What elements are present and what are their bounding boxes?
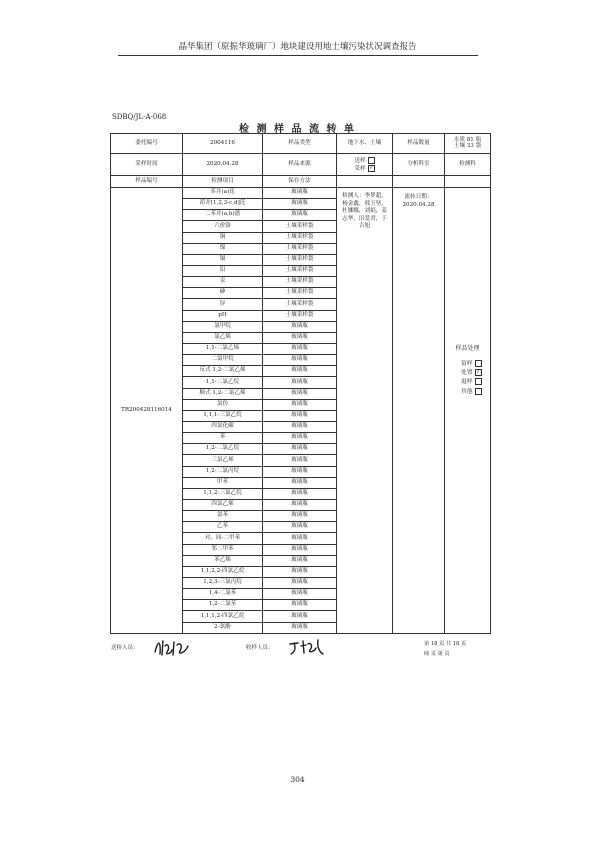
test-item: 反式 1,2-二氯乙烯 xyxy=(183,366,263,377)
sample-source-options xyxy=(337,154,393,176)
storage-method: 玻璃瓶 xyxy=(263,433,337,444)
storage-method: 玻璃瓶 xyxy=(263,600,337,611)
storage-method: 土壤采样袋 xyxy=(263,310,337,321)
storage-method: 玻璃瓶 xyxy=(263,466,337,477)
test-item: 二氯甲烷 xyxy=(183,355,263,366)
test-item: 四氯化碳 xyxy=(183,421,263,432)
storage-method: 玻璃瓶 xyxy=(263,366,337,377)
test-item: 1,2-二氯苯 xyxy=(183,600,263,611)
storage-label: 保存方法 xyxy=(263,176,337,188)
table-row xyxy=(111,134,491,154)
checkbox-empty-icon xyxy=(475,388,482,395)
test-item: 氯苯 xyxy=(183,511,263,522)
storage-method: 玻璃瓶 xyxy=(263,199,337,210)
test-item: 苯并(a)芘 xyxy=(183,188,263,199)
storage-method: 玻璃瓶 xyxy=(263,511,337,522)
processing-option: 退样 xyxy=(461,378,490,385)
item-label: 检测项目 xyxy=(183,176,263,188)
storage-method: 玻璃瓶 xyxy=(263,611,337,622)
storage-method: 玻璃瓶 xyxy=(263,210,337,221)
storage-method: 玻璃瓶 xyxy=(263,589,337,600)
checkbox-empty-icon xyxy=(475,360,482,367)
analysis-room-label: 分析科室 xyxy=(393,154,445,176)
sample-type-label: 样品类型 xyxy=(263,134,337,154)
sample-source-label: 样品来源 xyxy=(263,154,337,176)
header-rule xyxy=(118,55,478,56)
page-continue: 续 页 第 页 xyxy=(424,650,450,657)
checkbox-empty-icon xyxy=(475,378,482,385)
report-header-title: 晶华集团（原振华玻璃厂）地块建设用地土壤污染状况调查报告 xyxy=(178,42,417,52)
test-item: 1,4-二氯苯 xyxy=(183,589,263,600)
storage-method: 玻璃瓶 xyxy=(263,499,337,510)
test-item: 六价铬 xyxy=(183,221,263,232)
storage-method: 玻璃瓶 xyxy=(263,421,337,432)
page-total: 第 18 页 共 18 页 xyxy=(424,641,467,647)
storage-method: 玻璃瓶 xyxy=(263,577,337,588)
test-item: 1,1-二氯乙烷 xyxy=(183,377,263,388)
form-title: 检 测 样 品 流 转 单 xyxy=(239,124,356,135)
test-item: 铅 xyxy=(183,266,263,277)
processing-option: 其他 xyxy=(461,388,490,395)
checkbox-checked-icon: ✓ xyxy=(476,369,481,376)
test-item: 1,1,1-三氯乙烷 xyxy=(183,410,263,421)
sample-count-water: 水质 81 瓶 xyxy=(453,136,482,143)
sample-count-soil: 土壤 33 袋 xyxy=(453,142,482,149)
storage-method: 土壤采样袋 xyxy=(263,243,337,254)
storage-method: 玻璃瓶 xyxy=(263,399,337,410)
sample-no-value: TR200428116014 xyxy=(111,188,183,634)
test-item: 锌 xyxy=(183,299,263,310)
sample-count-label: 样品数量 xyxy=(393,134,445,154)
test-item: 四氯乙烯 xyxy=(183,499,263,510)
test-item: 乙苯 xyxy=(183,522,263,533)
test-item: 1,1-二氯乙烯 xyxy=(183,343,263,354)
processing-option: 留样 xyxy=(461,360,490,367)
storage-method: 土壤采样袋 xyxy=(263,232,337,243)
source-option-deliver: 送样 xyxy=(354,158,374,164)
commission-no-value: 2004116 xyxy=(183,134,263,154)
test-item: 2-氯酚 xyxy=(183,622,263,634)
source-option-sample: 采样 ✓ xyxy=(354,164,374,172)
form-code: SDBQ/JL-A-068 xyxy=(112,113,167,121)
storage-method: 玻璃瓶 xyxy=(263,188,337,199)
page-info xyxy=(424,640,466,660)
storage-method: 玻璃瓶 xyxy=(263,544,337,555)
inspector-signature xyxy=(152,636,194,658)
test-item: 1,1,2,2-四氯乙烷 xyxy=(183,566,263,577)
storage-method: 玻璃瓶 xyxy=(263,555,337,566)
storage-method: 土壤采样袋 xyxy=(263,277,337,288)
test-item: 苯 xyxy=(183,433,263,444)
test-item: 苯乙烯 xyxy=(183,555,263,566)
processing-option: 处置 ✓ xyxy=(461,369,481,377)
storage-method: 玻璃瓶 xyxy=(263,410,337,421)
test-item: 汞 xyxy=(183,277,263,288)
table-row xyxy=(111,188,491,199)
test-item: 邻二甲苯 xyxy=(183,544,263,555)
receiver-signature xyxy=(286,636,326,658)
storage-method: 土壤采样袋 xyxy=(263,266,337,277)
test-item: 氯仿 xyxy=(183,399,263,410)
sample-flow-table xyxy=(110,133,491,634)
storage-method: 玻璃瓶 xyxy=(263,566,337,577)
processing-title: 样品处理 xyxy=(455,345,480,353)
test-item: 1,2-二氯乙烷 xyxy=(183,444,263,455)
test-item: 1,1,1,2-四氯乙烷 xyxy=(183,611,263,622)
sampling-time-label: 采样时间 xyxy=(111,154,183,176)
storage-method: 玻璃瓶 xyxy=(263,488,337,499)
commission-no-label: 委托编号 xyxy=(111,134,183,154)
test-item: 甲苯 xyxy=(183,477,263,488)
checkbox-checked-icon: ✓ xyxy=(368,164,374,171)
flow-date-value: 2020.04.28 xyxy=(402,202,435,209)
flow-date-label: 流转日期： xyxy=(404,194,433,201)
tester-cell xyxy=(337,188,393,634)
test-item: 三氯乙烯 xyxy=(183,455,263,466)
storage-method: 玻璃瓶 xyxy=(263,343,337,354)
test-item: 1,2,3-三氯丙烷 xyxy=(183,577,263,588)
storage-method: 玻璃瓶 xyxy=(263,321,337,332)
sampling-time-value: 2020.04.28 xyxy=(183,154,263,176)
storage-method: 玻璃瓶 xyxy=(263,533,337,544)
storage-method: 玻璃瓶 xyxy=(263,355,337,366)
test-item: 镉 xyxy=(183,254,263,265)
test-item: 砷 xyxy=(183,288,263,299)
flow-date-cell xyxy=(393,188,445,634)
test-item: 二苯并(a,h)蒽 xyxy=(183,210,263,221)
processing-cell xyxy=(445,188,491,634)
sample-no-label: 样品编号 xyxy=(111,176,183,188)
tester-names: 检测人：李梦超，杨金鑫，邢玉坚，杜娜娜，刘娟，姜志华，田爱君，于吉旭 xyxy=(342,193,387,230)
table-row xyxy=(111,154,491,176)
test-item: 对、间-二甲苯 xyxy=(183,533,263,544)
storage-method: 玻璃瓶 xyxy=(263,622,337,634)
storage-method: 土壤采样袋 xyxy=(263,254,337,265)
checkbox-empty-icon xyxy=(368,157,375,164)
test-item: 茚并[1,2,3-c,d]芘 xyxy=(183,199,263,210)
test-item: 1,1,2-三氯乙烷 xyxy=(183,488,263,499)
storage-method: 土壤采样袋 xyxy=(263,288,337,299)
storage-method: 玻璃瓶 xyxy=(263,455,337,466)
storage-method: 玻璃瓶 xyxy=(263,444,337,455)
storage-method: 玻璃瓶 xyxy=(263,388,337,399)
test-item: 铜 xyxy=(183,232,263,243)
storage-method: 土壤采样袋 xyxy=(263,299,337,310)
storage-method: 玻璃瓶 xyxy=(263,377,337,388)
sample-count-value xyxy=(445,134,491,154)
test-item: 顺式 1,2-二氯乙烯 xyxy=(183,388,263,399)
test-item: 1,2-二氯丙烷 xyxy=(183,466,263,477)
sample-type-value: 地下水、土壤 xyxy=(337,134,393,154)
test-item: pH xyxy=(183,310,263,321)
analysis-room-value: 检测科 xyxy=(445,154,491,176)
test-item: 氯甲烷 xyxy=(183,321,263,332)
receiver-label: 收样人员： xyxy=(246,645,274,651)
test-item: 氯乙烯 xyxy=(183,332,263,343)
table-row xyxy=(111,176,491,188)
test-item: 镍 xyxy=(183,243,263,254)
storage-method: 土壤采样袋 xyxy=(263,221,337,232)
storage-method: 玻璃瓶 xyxy=(263,477,337,488)
storage-method: 玻璃瓶 xyxy=(263,522,337,533)
page-number: 304 xyxy=(290,775,305,784)
inspector-label: 送检人员： xyxy=(111,645,139,651)
storage-method: 玻璃瓶 xyxy=(263,332,337,343)
